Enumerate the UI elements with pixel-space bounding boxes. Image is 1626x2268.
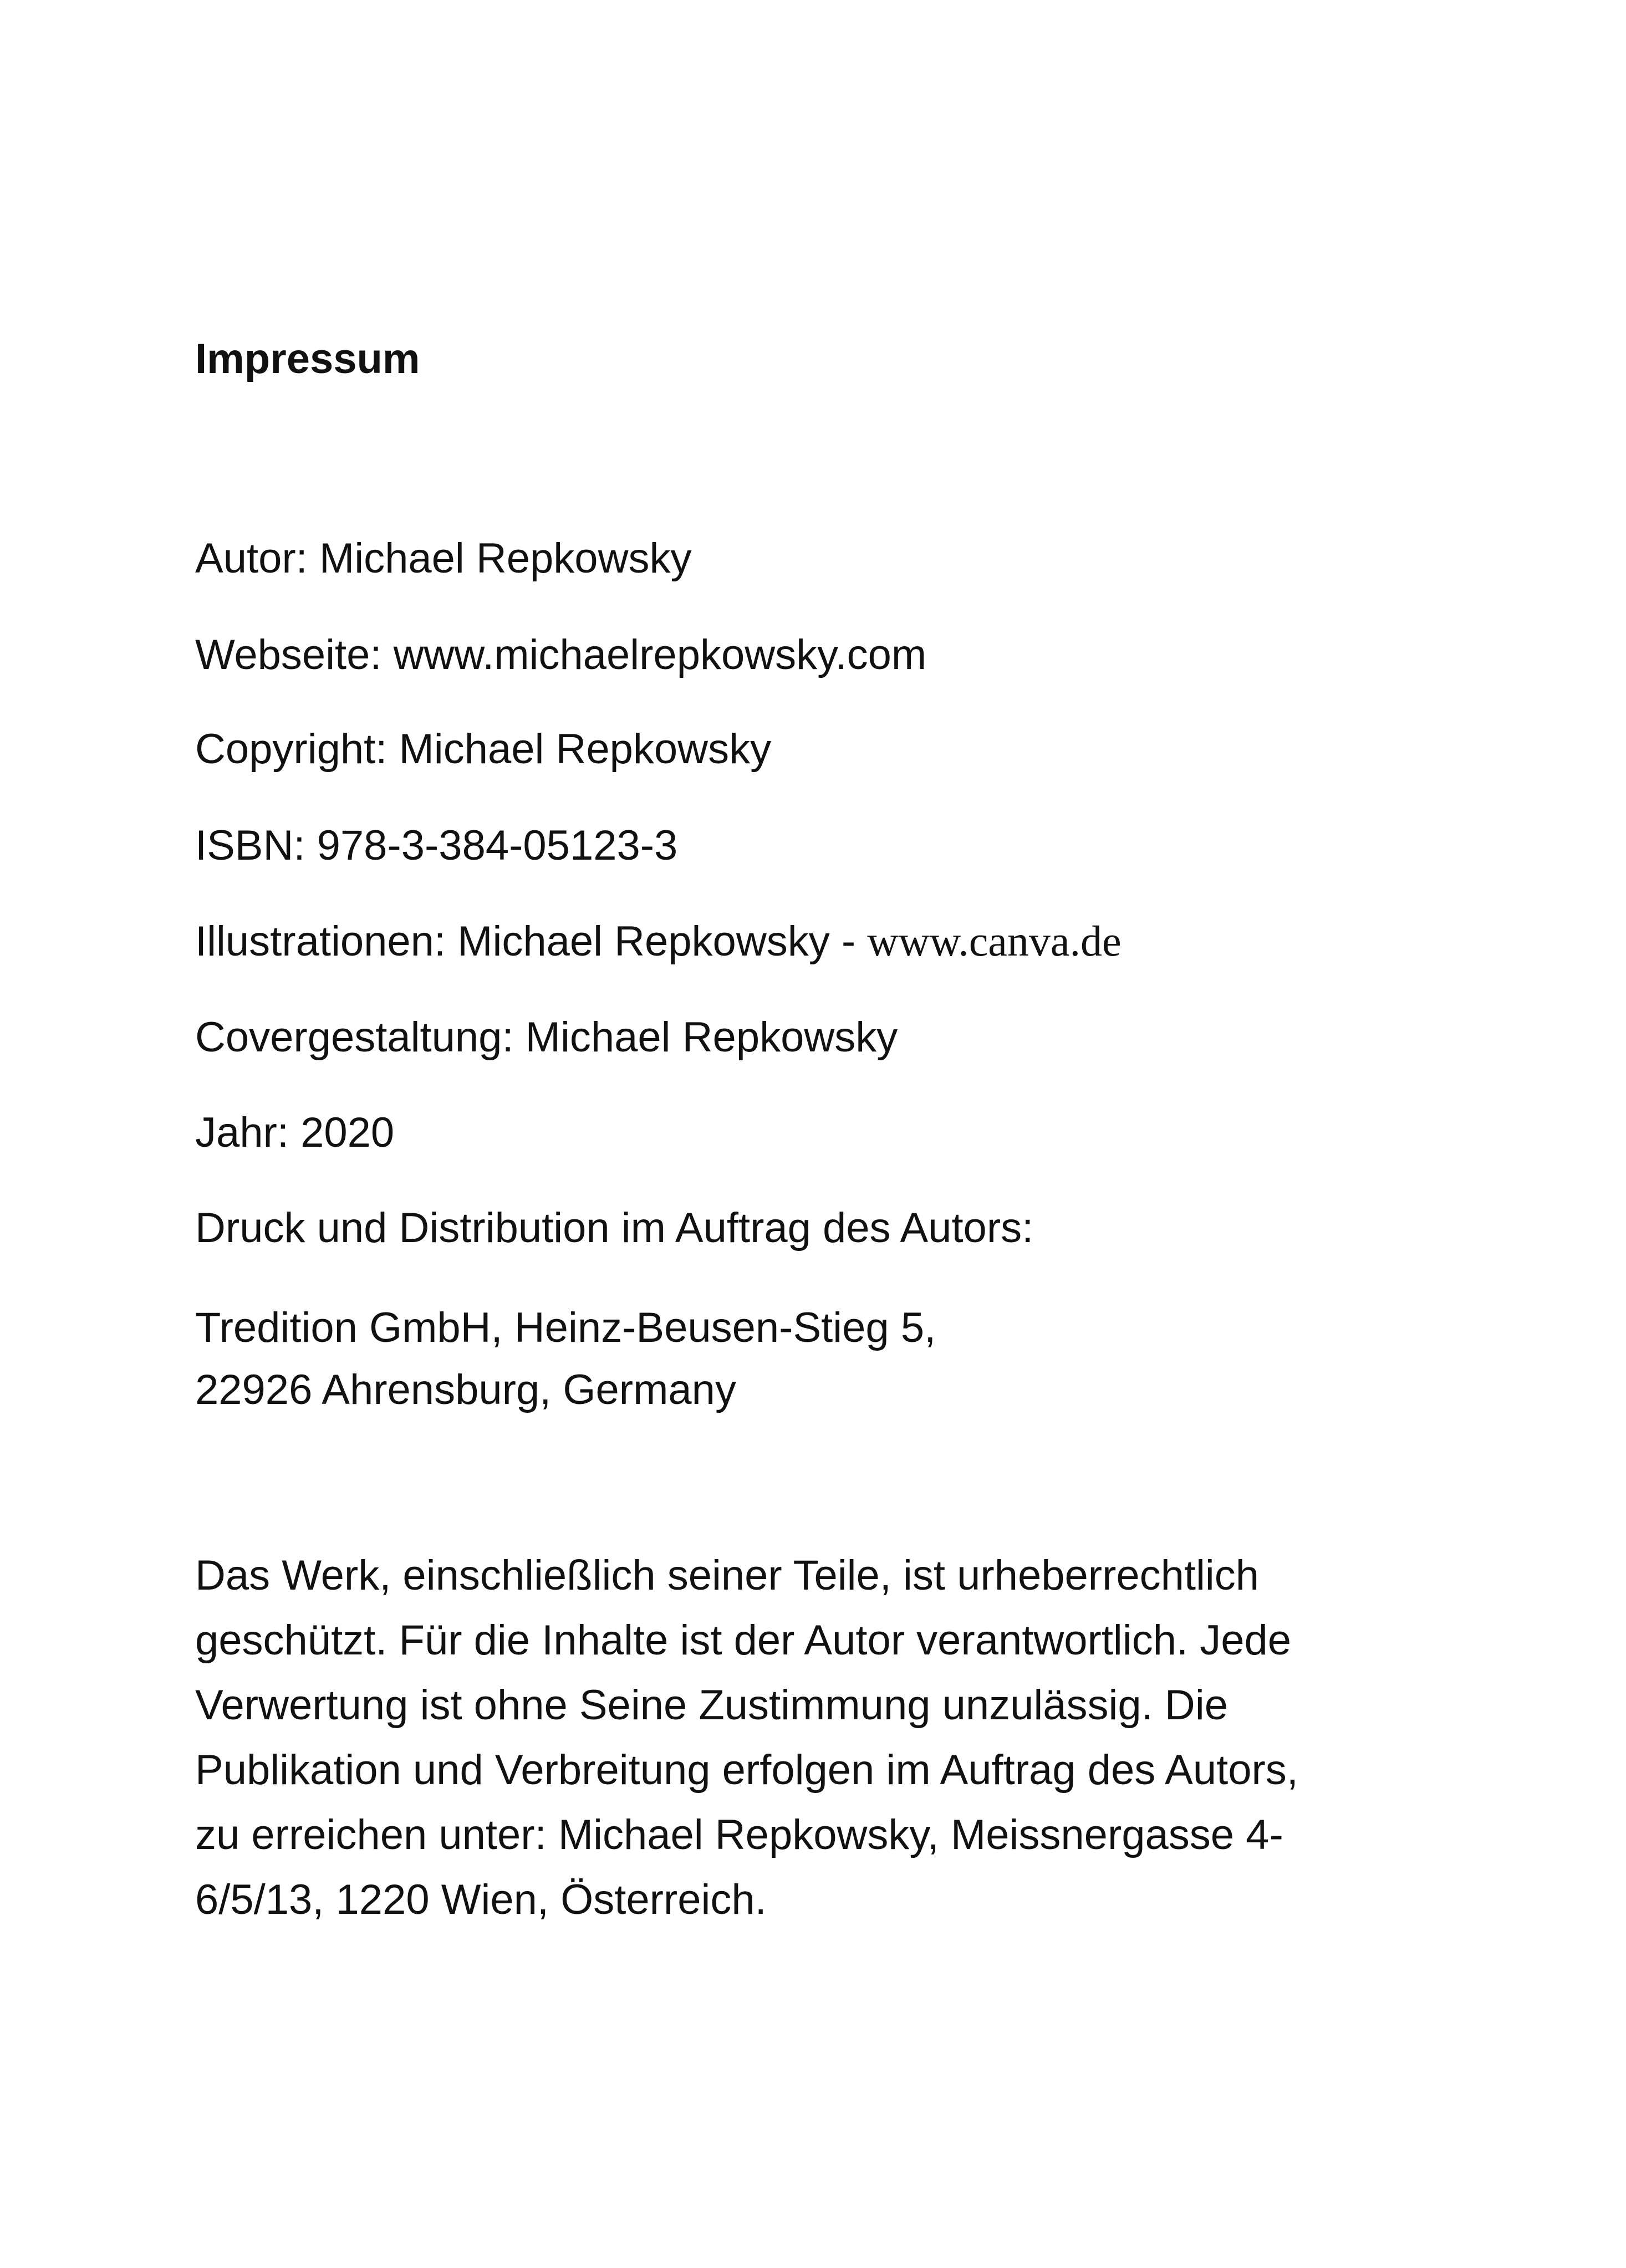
print-distribution-line: Druck und Distribution im Auftrag des Autors: — [195, 1204, 1034, 1252]
address-line: Tredition GmbH, Heinz-Beusen-Stieg 5, — [195, 1304, 936, 1351]
copyright-line: Copyright: Michael Repkowsky — [195, 726, 772, 773]
publisher-address — [195, 1297, 936, 1421]
notice-line: geschützt. Für die Inhalte ist der Autor verantwortlich. Jede — [195, 1617, 1292, 1664]
illustrations-line — [195, 915, 1122, 968]
illustrations-link: www.canva.de — [867, 917, 1122, 965]
notice-line: Das Werk, einschließlich seiner Teile, ist urheberrechtlich — [195, 1552, 1260, 1599]
illustrations-label: Illustrationen: Michael Repkowsky - — [195, 918, 868, 965]
address-line: 22926 Ahrensburg, Germany — [195, 1366, 736, 1413]
year-line: Jahr: 2020 — [195, 1109, 395, 1156]
notice-line: Verwertung ist ohne Seine Zustimmung unzulässig. Die — [195, 1682, 1228, 1729]
isbn-line: ISBN: 978-3-384-05123-3 — [195, 822, 678, 869]
author-line: Autor: Michael Repkowsky — [195, 535, 692, 582]
notice-line: zu erreichen unter: Michael Repkowsky, Meissnergasse 4- — [195, 1811, 1283, 1858]
cover-design-line: Covergestaltung: Michael Repkowsky — [195, 1014, 898, 1061]
website-line: Webseite: www.michaelrepkowsky.com — [195, 631, 927, 678]
notice-line: 6/5/13, 1220 Wien, Österreich. — [195, 1876, 767, 1923]
copyright-notice — [195, 1543, 1415, 1932]
page-title: Impressum — [195, 335, 420, 382]
notice-line: Publikation und Verbreitung erfolgen im Auftrag des Autors, — [195, 1746, 1298, 1794]
